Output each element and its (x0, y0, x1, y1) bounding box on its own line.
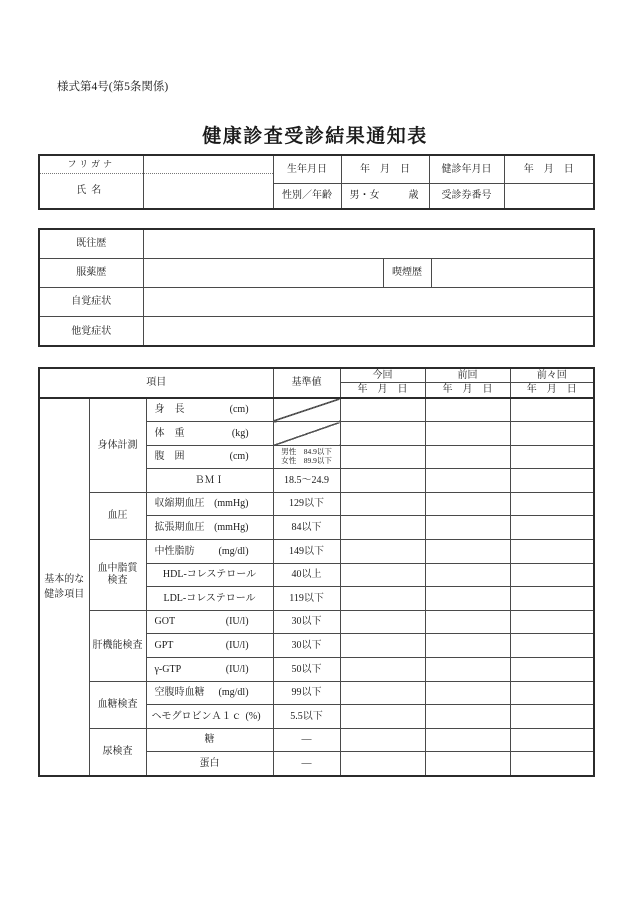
standard-ldl-cholesterol: 119以下 (273, 587, 340, 611)
result-cell (340, 469, 425, 493)
result-cell (510, 658, 594, 682)
unit-label: (mg/dl) (218, 545, 249, 557)
identity-table (38, 154, 595, 210)
result-cell (510, 681, 594, 705)
result-cell (510, 705, 594, 729)
standard-got: 30以下 (273, 610, 340, 634)
result-cell (510, 469, 594, 493)
header-item: 項目 (39, 368, 273, 398)
result-cell (340, 540, 425, 564)
item-fasting-blood-sugar: 空腹時血糖 (mg/dl) (146, 681, 273, 705)
header-previous: 前回 (425, 368, 510, 382)
result-cell (425, 587, 510, 611)
subjective-symptoms-label: 自覚症状 (39, 288, 143, 317)
result-cell (510, 752, 594, 776)
unit-label: (IU/l) (225, 663, 249, 675)
standard-systolic-bp: 129以下 (273, 492, 340, 516)
result-cell (425, 422, 510, 446)
name-label: 氏名 (76, 184, 107, 196)
header-before-previous: 前々回 (510, 368, 594, 382)
item-weight: 体 重 (kg) (146, 422, 273, 446)
result-cell (340, 587, 425, 611)
results-table (38, 367, 595, 777)
unit-label: (mg/dl) (218, 687, 249, 699)
past-history-field (143, 229, 594, 258)
item-urine-protein: 蛋白 (146, 752, 273, 776)
standard-diastolic-bp: 84以下 (273, 516, 340, 540)
result-cell (425, 492, 510, 516)
standard-urine-protein: ― (273, 752, 340, 776)
result-cell (340, 445, 425, 469)
sex-value: 男・女 (349, 190, 380, 201)
result-cell (425, 634, 510, 658)
name-field (143, 155, 273, 209)
result-cell (425, 658, 510, 682)
unit-label: (IU/l) (225, 639, 249, 651)
header-current: 今回 (340, 368, 425, 382)
item-gpt: GPT (IU/l) (146, 634, 273, 658)
standard-urine-sugar: ― (273, 728, 340, 752)
standard-hdl-cholesterol: 40以上 (273, 563, 340, 587)
result-cell (425, 516, 510, 540)
ticket-number-label: 受診券番号 (429, 183, 504, 209)
birthdate-label: 生年月日 (273, 155, 341, 183)
result-cell (340, 516, 425, 540)
group-body-measurement: 身体計測 (89, 398, 146, 492)
result-cell (340, 634, 425, 658)
objective-symptoms-label: 他覚症状 (39, 317, 143, 346)
result-cell (340, 563, 425, 587)
furigana-name-label-cell (39, 155, 143, 209)
item-waist: 腹 囲 (cm) (146, 445, 273, 469)
unit-label: (kg) (231, 427, 249, 439)
unit-label: (mmHg) (214, 522, 249, 534)
subjective-symptoms-field (143, 288, 594, 317)
age-unit: 歳 (408, 190, 419, 201)
result-cell (340, 658, 425, 682)
item-systolic-bp: 収縮期血圧 (mmHg) (146, 492, 273, 516)
sex-age-field (341, 183, 429, 209)
result-cell (510, 587, 594, 611)
item-urine-sugar: 糖 (146, 728, 273, 752)
result-cell (340, 728, 425, 752)
furigana-field (144, 156, 273, 174)
result-cell (340, 610, 425, 634)
result-cell (425, 445, 510, 469)
standard-waist: 男性 84.9以下 女性 89.9以下 (273, 445, 340, 469)
header-current-date: 年 月 日 (340, 382, 425, 398)
standard-height-diagonal (273, 398, 340, 422)
result-cell (425, 469, 510, 493)
page-title: 健康診査受診結果通知表 (202, 126, 428, 147)
unit-label: (cm) (229, 404, 249, 416)
result-cell (425, 563, 510, 587)
medication-history-field (143, 258, 383, 287)
category-basic-items: 基本的な 健診項目 (39, 398, 89, 776)
exam-date-field: 年 月 日 (504, 155, 594, 183)
result-cell (340, 752, 425, 776)
result-cell (510, 492, 594, 516)
item-diastolic-bp: 拡張期血圧 (mmHg) (146, 516, 273, 540)
unit-label: (mmHg) (214, 498, 249, 510)
result-cell (510, 398, 594, 422)
birthdate-field: 年 月 日 (341, 155, 429, 183)
result-cell (510, 728, 594, 752)
result-cell (425, 540, 510, 564)
standard-fasting-blood-sugar: 99以下 (273, 681, 340, 705)
smoking-history-label: 喫煙歴 (383, 258, 431, 287)
smoking-history-field (431, 258, 594, 287)
group-blood-lipid: 血中脂質 検査 (89, 540, 146, 611)
name-field-blank (144, 174, 273, 207)
standard-hba1c: 5.5以下 (273, 705, 340, 729)
header-standard: 基準値 (273, 368, 340, 398)
result-cell (340, 492, 425, 516)
result-cell (510, 563, 594, 587)
past-history-label: 既往歴 (39, 229, 143, 258)
standard-weight-diagonal (273, 422, 340, 446)
result-cell (340, 681, 425, 705)
result-cell (425, 752, 510, 776)
item-height: 身 長 (cm) (146, 398, 273, 422)
item-bmi: ＢＭＩ (146, 469, 273, 493)
header-previous-date: 年 月 日 (425, 382, 510, 398)
standard-gamma-gtp: 50以下 (273, 658, 340, 682)
result-cell (510, 634, 594, 658)
item-got: GOT (IU/l) (146, 610, 273, 634)
result-cell (510, 445, 594, 469)
result-cell (510, 422, 594, 446)
result-cell (340, 705, 425, 729)
objective-symptoms-field (143, 317, 594, 346)
group-blood-sugar: 血糖検査 (89, 681, 146, 728)
form-number: 様式第4号(第5条関係) (57, 81, 169, 93)
group-blood-pressure: 血圧 (89, 492, 146, 539)
result-cell (425, 681, 510, 705)
standard-bmi: 18.5～24.9 (273, 469, 340, 493)
medication-history-label: 服薬歴 (39, 258, 143, 287)
result-cell (425, 705, 510, 729)
result-cell (425, 728, 510, 752)
header-before-previous-date: 年 月 日 (510, 382, 594, 398)
history-table (38, 228, 595, 347)
standard-triglycerides: 149以下 (273, 540, 340, 564)
exam-date-label: 健診年月日 (429, 155, 504, 183)
group-urine-test: 尿検査 (89, 728, 146, 775)
furigana-label: フリガナ (40, 156, 143, 174)
result-cell (425, 398, 510, 422)
group-liver-function: 肝機能検査 (89, 610, 146, 681)
result-cell (340, 422, 425, 446)
unit-label: (IU/l) (225, 616, 249, 628)
item-ldl-cholesterol: LDL-コレステロール (146, 587, 273, 611)
result-cell (340, 398, 425, 422)
item-gamma-gtp: γ-GTP (IU/l) (146, 658, 273, 682)
item-hdl-cholesterol: HDL-コレステロール (146, 563, 273, 587)
standard-gpt: 30以下 (273, 634, 340, 658)
result-cell (510, 516, 594, 540)
result-cell (425, 610, 510, 634)
ticket-number-field (504, 183, 594, 209)
item-triglycerides: 中性脂肪 (mg/dl) (146, 540, 273, 564)
unit-label: (cm) (229, 451, 249, 463)
result-cell (510, 610, 594, 634)
sex-age-label: 性別／年齢 (273, 183, 341, 209)
unit-label: (%) (245, 710, 261, 722)
item-hba1c: ヘモグロビンＡ１ｃ (%) (146, 705, 273, 729)
result-cell (510, 540, 594, 564)
